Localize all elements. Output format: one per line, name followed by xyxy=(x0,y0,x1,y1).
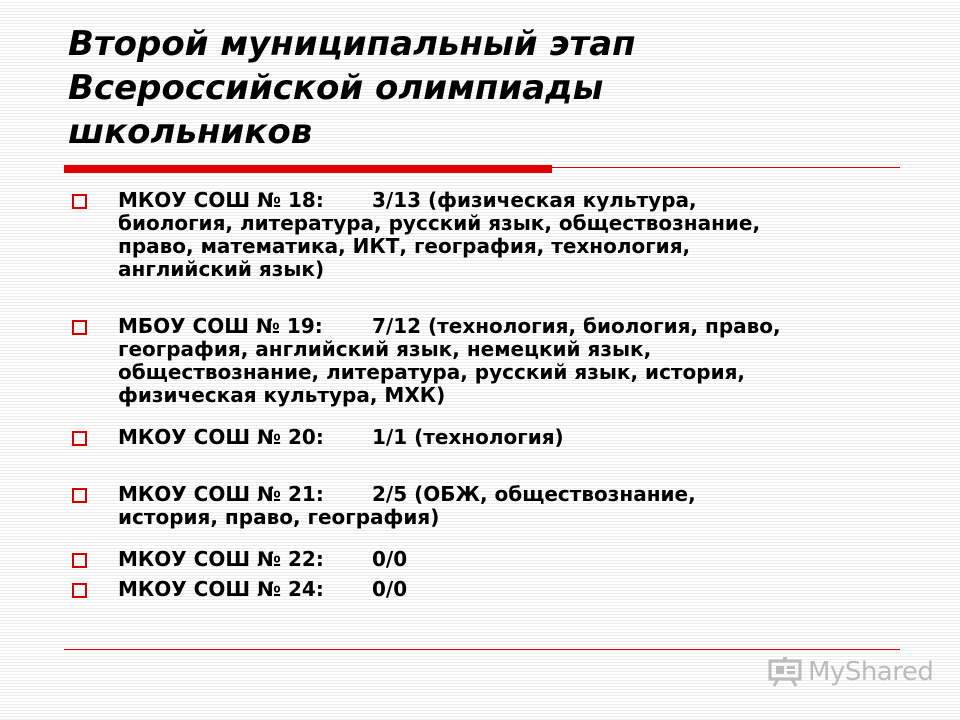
school-name: МКОУ СОШ № 20: xyxy=(118,425,324,449)
result-text: 0/0 xyxy=(372,577,408,601)
presentation-board-icon xyxy=(768,657,804,687)
result-text: право, математика, ИКТ, география, технология, xyxy=(118,234,691,258)
result-text: 7/12 (технология, биология, право, xyxy=(372,314,781,338)
list-item xyxy=(72,578,912,601)
school-name: МКОУ СОШ № 24: xyxy=(118,577,324,601)
list-item xyxy=(72,315,912,407)
list-item xyxy=(72,426,912,449)
list-item xyxy=(72,548,912,571)
list-item-text xyxy=(118,483,912,529)
result-text: история, право, география) xyxy=(118,505,440,529)
list-item-text xyxy=(118,315,912,407)
title-line: Всероссийской олимпиады xyxy=(68,68,604,108)
school-name: МКОУ СОШ № 22: xyxy=(118,547,324,571)
school-name: МКОУ СОШ № 18: xyxy=(118,188,324,212)
watermark-text: MyShared xyxy=(808,657,934,687)
square-bullet-icon xyxy=(72,194,87,209)
list-item xyxy=(72,483,912,529)
list-item xyxy=(72,189,912,281)
title-line: школьников xyxy=(68,112,313,152)
school-name: МКОУ СОШ № 21: xyxy=(118,482,324,506)
result-text: физическая культура, МХК) xyxy=(118,383,446,407)
result-text: 0/0 xyxy=(372,547,408,571)
result-text: география, английский язык, немецкий язык, xyxy=(118,337,652,361)
list-item-text xyxy=(118,189,912,281)
square-bullet-icon xyxy=(72,488,87,503)
result-text: 3/13 (физическая культура, xyxy=(372,188,697,212)
result-text: 2/5 (ОБЖ, обществознание, xyxy=(372,482,696,506)
square-bullet-icon xyxy=(72,431,87,446)
list-item-text xyxy=(118,578,912,601)
list-item-text xyxy=(118,426,912,449)
school-name: МБОУ СОШ № 19: xyxy=(118,314,323,338)
result-text: биология, литература, русский язык, обществознание, xyxy=(118,211,761,235)
result-text: английский язык) xyxy=(118,257,325,281)
square-bullet-icon xyxy=(72,320,87,335)
title-line: Второй муниципальный этап xyxy=(68,24,636,64)
bottom-divider xyxy=(64,649,900,650)
square-bullet-icon xyxy=(72,583,87,598)
result-text: обществознание, литература, русский язык, история, xyxy=(118,360,746,384)
result-text: 1/1 (технология) xyxy=(372,425,564,449)
watermark-logo xyxy=(768,657,933,687)
square-bullet-icon xyxy=(72,553,87,568)
list-item-text xyxy=(118,548,912,571)
